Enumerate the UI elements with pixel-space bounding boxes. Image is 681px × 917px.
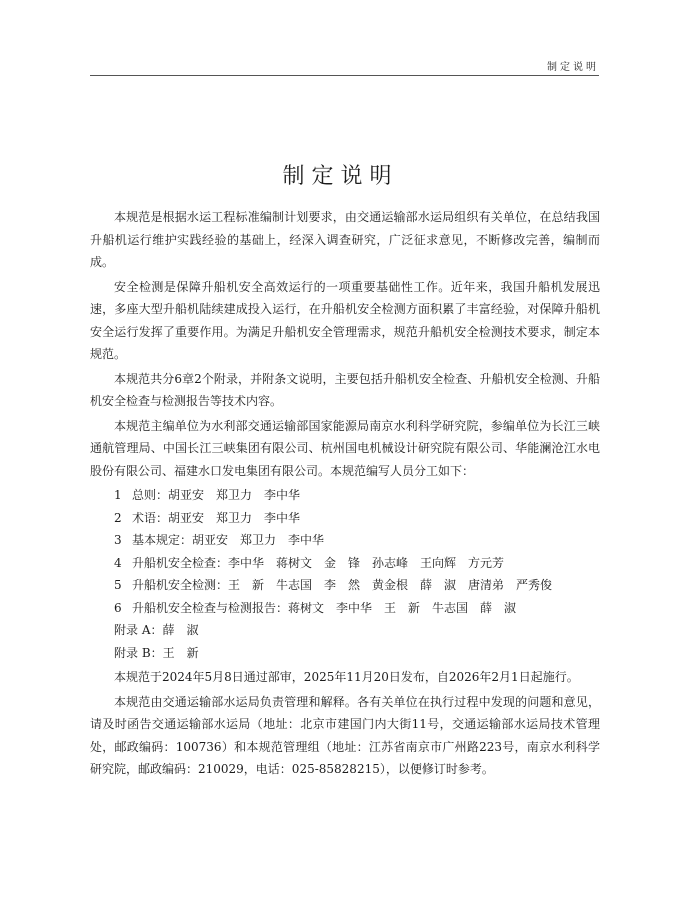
list-item-text: 术语：胡亚安 郑卫力 李中华 [132,510,301,525]
paragraph-organizations: 本规范主编单位为水利部交通运输部国家能源局南京水利科学研究院，参编单位为长江三峡通航管理局、中国长江三峡集团有限公司、杭州国电机械设计研究院有限公司、华能澜沧江水电股份有限公司、福建水口发电集团有限公司。本规范编写人员分工如下： [90,418,600,478]
list-item-number: 5 [114,578,122,592]
list-item-number: 2 [114,510,122,525]
running-header [90,55,599,76]
appendix-a-line: 附录 A：薛 淑 [114,623,199,637]
list-item-number: 1 [114,488,122,502]
running-header-title: 制定说明 [547,62,599,73]
document-body [90,206,600,783]
appendix-b-line: 附录 B：王 新 [114,645,199,660]
paragraph-contact: 本规范由交通运输部水运局负责管理和解释。各有关单位在执行过程中发现的问题和意见，请及时函告交通运输部水运局（地址：北京市建国门内大街11号，交通运输部水运局技术管理处，邮政编码：100736）和本规范管理组（地址：江苏省南京市广州路223号，南京水利科学研究院，邮政编码：210029，电话：025-85828215），以便修订时参考。 [90,694,600,776]
paragraph-content: 本规范共分6章2个附录，并附条文说明，主要包括升船机安全检查、升船机安全检测、升船机安全检查与检测报告等技术内容。 [90,371,600,408]
list-item [90,529,600,552]
list-item-number: 6 [114,600,122,615]
list-item-number: 3 [114,533,122,547]
assignment-list [90,484,600,664]
list-item [90,597,600,620]
list-item-text: 升船机安全检测：王 新 牛志国 李 然 黄金根 薛 淑 唐清弟 严秀俊 [132,578,553,592]
list-item [90,507,600,530]
list-item-text: 升船机安全检查与检测报告：蒋树文 李中华 王 新 牛志国 薛 淑 [132,600,517,615]
paragraph-basis: 本规范是根据水运工程标准编制计划要求，由交通运输部水运局组织有关单位，在总结我国升船机运行维护实践经验的基础上，经深入调查研究，广泛征求意见，不断修改完善，编制而成。 [90,210,600,269]
page-title: 制定说明 [282,164,399,189]
list-item-number: 4 [114,555,122,570]
list-item [90,484,600,507]
list-item-text: 总则：胡亚安 郑卫力 李中华 [132,488,301,502]
list-item [90,552,600,575]
list-item-text: 基本规定：胡亚安 郑卫力 李中华 [132,533,325,547]
list-item [90,574,600,597]
paragraph-dates: 本规范于2024年5月8日通过部审，2025年11月20日发布，自2026年2月1日起施行。 [114,670,579,684]
paragraph-purpose: 安全检测是保障升船机安全高效运行的一项重要基础性工作。近年来，我国升船机发展迅速，多座大型升船机陆续建成投入运行，在升船机安全检测方面积累了丰富经验，对保障升船机安全运行发挥了重要作用。为满足升船机安全管理需求，规范升船机安全检测技术要求，制定本规范。 [90,279,600,361]
list-item-text: 升船机安全检查：李中华 蒋树文 金 锋 孙志峰 王向辉 方元芳 [132,555,505,570]
